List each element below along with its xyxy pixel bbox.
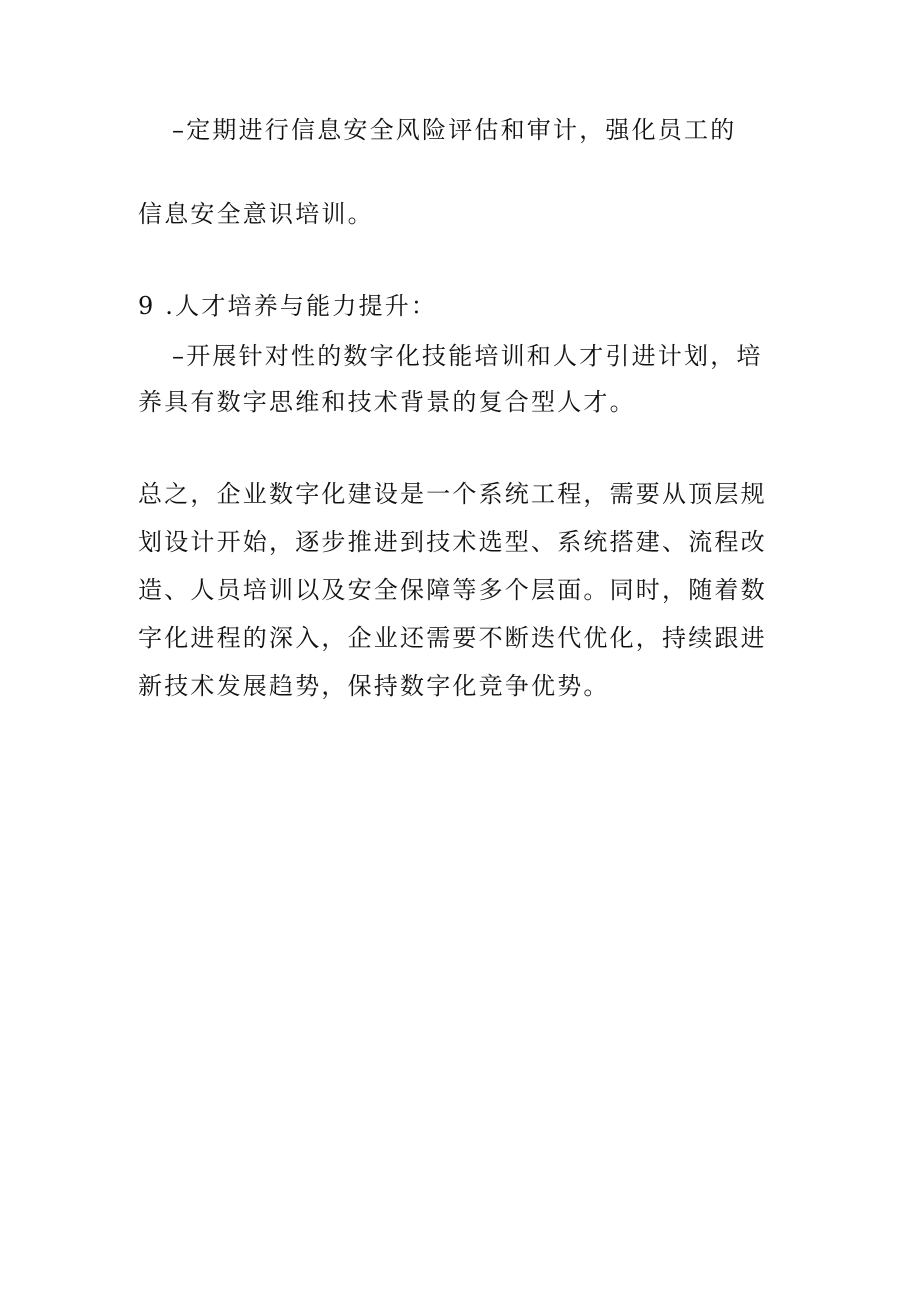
section-heading: 9 .人才培养与能力提升： [138, 292, 438, 320]
conclusion-line: 划设计开始，逐步推进到技术选型、系统搭建、流程改 [138, 528, 767, 556]
bullet-line: –定期进行信息安全风险评估和审计，强化员工的 [172, 116, 737, 144]
conclusion-line: 新技术发展趋势，保持数字化竞争优势。 [138, 672, 610, 700]
bullet-line: 养具有数字思维和技术背景的复合型人才。 [138, 388, 636, 416]
conclusion-line: 总之，企业数字化建设是一个系统工程，需要从顶层规 [138, 480, 767, 508]
bullet-line: –开展针对性的数字化技能培训和人才引进计划，培 [172, 342, 763, 370]
bullet-line: 信息安全意识培训。 [138, 200, 374, 228]
conclusion-line: 造、人员培训以及安全保障等多个层面。同时，随着数 [138, 576, 767, 604]
conclusion-line: 字化进程的深入，企业还需要不断迭代优化，持续跟进 [138, 624, 767, 652]
